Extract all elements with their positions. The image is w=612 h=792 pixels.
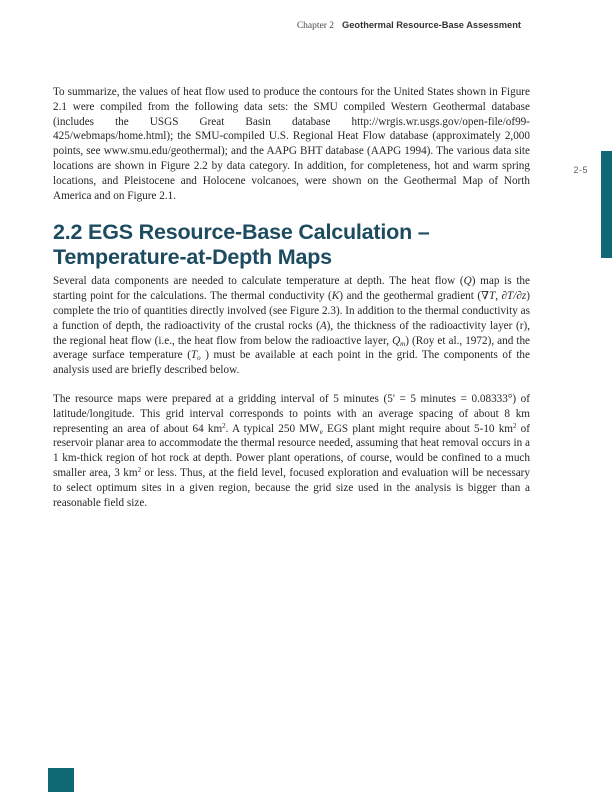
chapter-title: Geothermal Resource-Base Assessment <box>342 20 521 30</box>
page-number: 2-5 <box>573 165 588 175</box>
section-heading-line1: 2.2 EGS Resource-Base Calculation – <box>53 220 430 245</box>
page-content <box>53 85 530 510</box>
paragraph-data-components: Several data components are needed to calculate temperature at depth. The heat flow (Q) map is the starting point for the calculations. The thermal conductivity (K) and the geothermal gradient (∇T, ∂T/∂z) complete the trio of quantities directly involved (see Figure 2.3). In addition to the thermal conductivity as a function of depth, the radioactivity of the crustal rocks (A), the thickness of the radioactivity layer (r), the regional heat flow (i.e., the heat flow from below the radioactive layer, $Q_m$) (Roy et al., 1972), and the average surface temperature ($T_o$ ) must be available at each point in the grid. The components of the analysis used are briefly described below. <box>53 275 531 377</box>
section-heading-line2: Temperature-at-Depth Maps <box>53 245 332 270</box>
footer-accent-block <box>48 768 74 792</box>
chapter-side-tab <box>601 151 612 258</box>
section-heading <box>53 220 530 270</box>
chapter-label: Chapter 2 <box>296 21 335 31</box>
paragraph-data-summary: To summarize, the values of heat flow used to produce the contours for the United States shown in Figure 2.1 were compiled from the following data sets: the SMU compiled Western Geothermal database (includes the USGS Great Basin database http://wrgis.wr.usgs.gov/open-file/of99-425/webmaps/home.html); the SMU-compiled U.S. Regional Heat Flow database (approximately 2,000 points, see www.smu.edu/geothermal); and the AAPG BHT database (AAPG 1994). The various data site locations are shown in Figure 2.2 by data category. In addition, for completeness, hot and warm spring locations, and Pleistocene and Holocene volcanoes, were shown on the Geothermal Map of North America and on Figure 2.1. <box>53 86 530 202</box>
paragraph-resource-maps: The resource maps were prepared at a gridding interval of 5 minutes (5' = 5 minutes = 0.08333°) of latitude/longitude. This grid interval corresponds to points with an average spacing of about 8 km representing an area of about 64 $km^2$. A typical 250 $MW_e$ EGS plant might require about 5-10 $km^2$ of reservoir planar area to accommodate the thermal resource needed, assuming that heat removal occurs in a 1 km-thick region of hot rock at depth. Power plant operations, of course, would be confined to a much smaller area, 3 $km^2$ or less. Thus, at the field level, focused exploration and evaluation will be necessary to select optimum sites in a given region, because the grid size used in the analysis is bigger than a reasonable field size. <box>53 392 530 509</box>
running-header <box>53 15 521 33</box>
